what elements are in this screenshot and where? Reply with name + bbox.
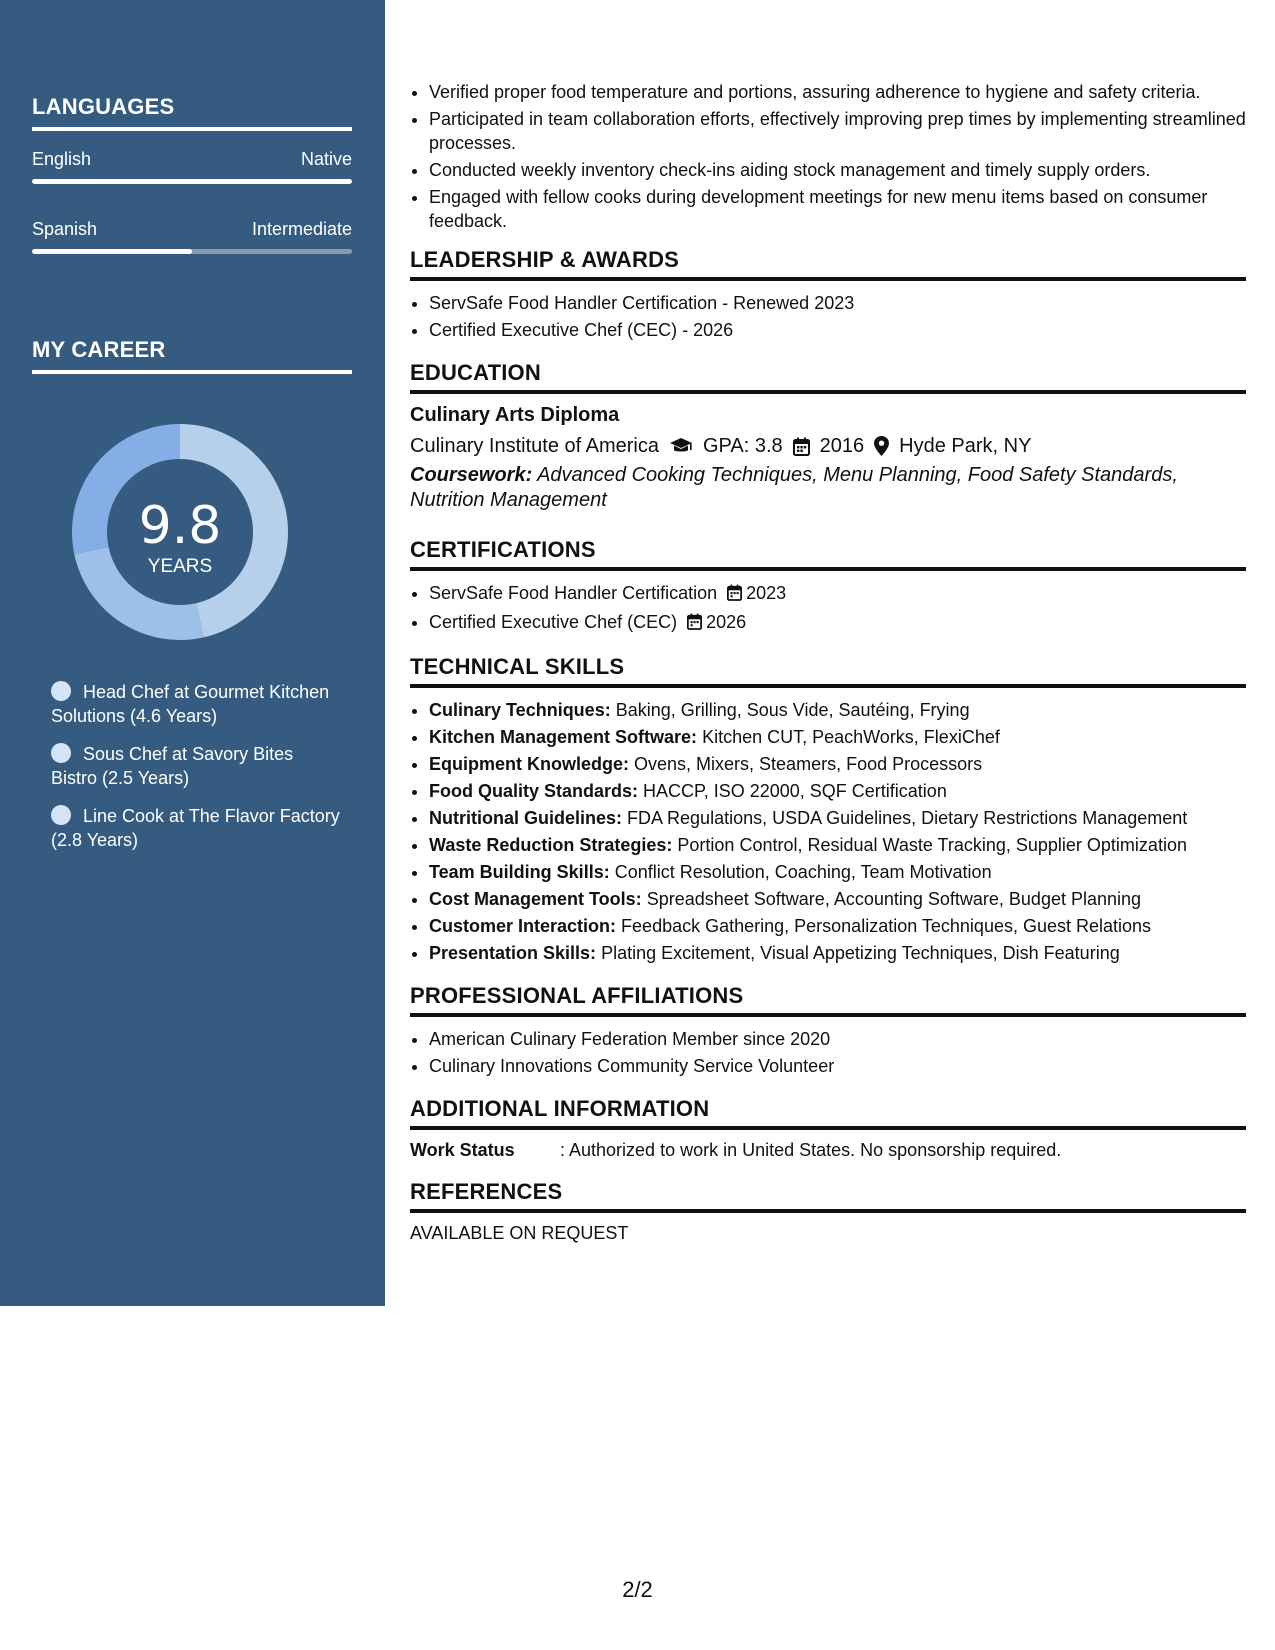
education-degree: Culinary Arts Diploma	[410, 404, 620, 426]
education-coursework: Coursework: Advanced Cooking Techniques, Menu Planning, Food Safety Standards, Nutrition Management	[410, 464, 1178, 511]
skill-item: • Cost Management Tools: Spreadsheet Software, Accounting Software, Budget Planning	[429, 887, 1246, 911]
skill-item: • Waste Reduction Strategies: Portion Control, Residual Waste Tracking, Supplier Optimization	[429, 833, 1246, 857]
affiliations-list	[410, 1027, 1246, 1078]
affiliation-item: • American Culinary Federation Member since 2020	[429, 1027, 1246, 1051]
education-title: EDUCATION	[410, 360, 1246, 394]
experience-bullets	[410, 80, 1246, 233]
work-status-value: : Authorized to work in United States. No sponsorship required.	[560, 1140, 1062, 1160]
additional-info-title: ADDITIONAL INFORMATION	[410, 1096, 1246, 1130]
sidebar	[0, 0, 385, 1306]
leadership-list	[410, 291, 1246, 342]
career-total-years: 9.8	[138, 496, 222, 556]
skill-item: • Customer Interaction: Feedback Gathering, Personalization Techniques, Guest Relations	[429, 914, 1246, 938]
graduation-cap-icon	[669, 437, 693, 455]
leadership-item: • ServSafe Food Handler Certification - Renewed 2023	[429, 291, 1246, 315]
career-years-unit: YEARS	[147, 556, 213, 577]
skills-list	[410, 698, 1246, 965]
skill-item: • Team Building Skills: Conflict Resolution, Coaching, Team Motivation	[429, 860, 1246, 884]
education-year: 2016	[819, 435, 865, 457]
skill-item: • Nutritional Guidelines: FDA Regulations, USDA Guidelines, Dietary Restrictions Management	[429, 806, 1246, 830]
career-legend-item: Sous Chef at Savory Bites Bistro (2.5 Years)	[51, 744, 294, 788]
experience-bullet: • Participated in team collaboration efforts, effectively improving prep times by implementing streamlined processes.	[429, 107, 1246, 155]
career-donut-chart	[66, 418, 294, 646]
main-content	[410, 80, 1246, 1244]
language-row-spanish	[32, 219, 352, 259]
legend-dot-icon	[51, 805, 71, 825]
career-legend	[51, 680, 341, 866]
references-title: REFERENCES	[410, 1179, 1246, 1213]
language-row-english	[32, 149, 352, 189]
leadership-title: LEADERSHIP & AWARDS	[410, 247, 1246, 281]
certifications-list	[410, 581, 1246, 636]
experience-bullet: • Conducted weekly inventory check-ins aiding stock management and timely supply orders.	[429, 158, 1246, 182]
education-school: Culinary Institute of America	[410, 435, 659, 457]
affiliation-item: • Culinary Innovations Community Service Volunteer	[429, 1054, 1246, 1078]
work-status-row	[410, 1140, 1246, 1161]
skill-item: • Culinary Techniques: Baking, Grilling, Sous Vide, Sautéing, Frying	[429, 698, 1246, 722]
references-text: AVAILABLE ON REQUEST	[410, 1223, 629, 1243]
education-details	[410, 433, 1246, 459]
language-level: Native	[300, 149, 352, 169]
career-legend-item: Line Cook at The Flavor Factory (2.8 Years)	[51, 806, 340, 850]
career-heading: MY CAREER	[32, 337, 352, 374]
language-proficiency-bar	[32, 249, 352, 254]
legend-dot-icon	[51, 743, 71, 763]
language-proficiency-bar	[32, 179, 352, 184]
map-pin-icon	[874, 436, 889, 456]
skill-item: • Kitchen Management Software: Kitchen CUT, PeachWorks, FlexiChef	[429, 725, 1246, 749]
language-level: Intermediate	[251, 219, 352, 239]
experience-bullet: • Engaged with fellow cooks during development meetings for new menu items based on consumer feedback.	[429, 185, 1246, 233]
leadership-item: • Certified Executive Chef (CEC) - 2026	[429, 318, 1246, 342]
experience-bullet: • Verified proper food temperature and portions, assuring adherence to hygiene and safety criteria.	[429, 80, 1246, 104]
language-name: Spanish	[32, 219, 98, 239]
certification-item: • ServSafe Food Handler Certification 2023	[429, 581, 1246, 607]
language-name: English	[32, 149, 92, 169]
certification-item: • Certified Executive Chef (CEC) 2026	[429, 610, 1246, 636]
calendar-icon	[727, 583, 742, 607]
page-number: 2/2	[622, 1577, 653, 1602]
skills-title: TECHNICAL SKILLS	[410, 654, 1246, 688]
affiliations-title: PROFESSIONAL AFFILIATIONS	[410, 983, 1246, 1017]
calendar-icon	[793, 437, 810, 456]
education-location: Hyde Park, NY	[899, 435, 1032, 457]
language-proficiency-fill	[32, 179, 352, 184]
skill-item: • Presentation Skills: Plating Excitement, Visual Appetizing Techniques, Dish Featuring	[429, 941, 1246, 965]
language-proficiency-fill	[32, 249, 192, 254]
languages-heading: LANGUAGES	[32, 94, 352, 131]
calendar-icon	[687, 612, 702, 636]
legend-dot-icon	[51, 681, 71, 701]
career-legend-item: Head Chef at Gourmet Kitchen Solutions (4.6 Years)	[51, 682, 330, 726]
skill-item: • Equipment Knowledge: Ovens, Mixers, Steamers, Food Processors	[429, 752, 1246, 776]
work-status-label: Work Status	[410, 1140, 515, 1160]
certifications-title: CERTIFICATIONS	[410, 537, 1246, 571]
education-gpa: GPA: 3.8	[703, 435, 783, 457]
skill-item: • Food Quality Standards: HACCP, ISO 22000, SQF Certification	[429, 779, 1246, 803]
